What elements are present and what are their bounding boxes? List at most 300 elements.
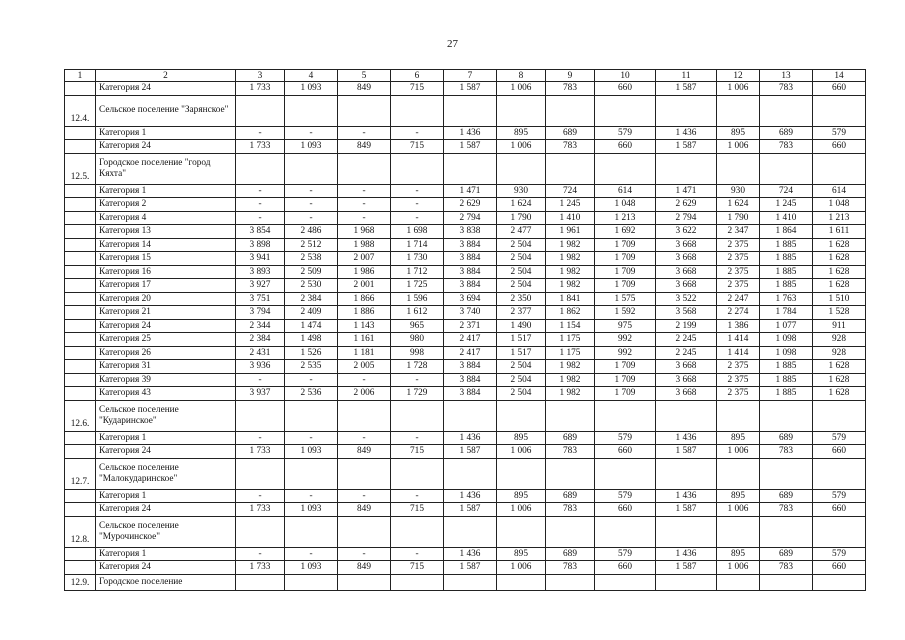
page-number: 27 bbox=[447, 38, 458, 50]
value-cell: 1 961 bbox=[546, 225, 595, 239]
value-cell: 783 bbox=[546, 503, 595, 517]
value-cell: 1 181 bbox=[338, 346, 391, 360]
value-cell: 783 bbox=[546, 561, 595, 575]
category-name: Категория 25 bbox=[96, 333, 236, 347]
value-cell: 1 628 bbox=[813, 238, 866, 252]
value-cell: 895 bbox=[497, 431, 546, 445]
table-row bbox=[65, 140, 866, 154]
value-cell: 998 bbox=[391, 346, 444, 360]
empty-cell bbox=[285, 153, 338, 184]
value-cell: 1 692 bbox=[595, 225, 656, 239]
value-cell: 1 245 bbox=[760, 198, 813, 212]
value-cell: 2 794 bbox=[444, 211, 497, 225]
category-name: Категория 24 bbox=[96, 445, 236, 459]
row-number bbox=[65, 333, 96, 347]
value-cell: 2 417 bbox=[444, 346, 497, 360]
row-number bbox=[65, 346, 96, 360]
empty-cell bbox=[546, 95, 595, 126]
value-cell: - bbox=[285, 373, 338, 387]
value-cell: 2 384 bbox=[285, 292, 338, 306]
value-cell: 1 006 bbox=[497, 140, 546, 154]
value-cell: 1 596 bbox=[391, 292, 444, 306]
table-row bbox=[65, 387, 866, 401]
empty-cell bbox=[546, 574, 595, 590]
table-row bbox=[65, 547, 866, 561]
value-cell: - bbox=[338, 198, 391, 212]
value-cell: - bbox=[391, 198, 444, 212]
value-cell: 1 763 bbox=[760, 292, 813, 306]
empty-cell bbox=[236, 153, 285, 184]
empty-cell bbox=[760, 516, 813, 547]
table-row bbox=[65, 184, 866, 198]
column-header: 7 bbox=[444, 70, 497, 82]
empty-cell bbox=[717, 574, 760, 590]
value-cell: 1 885 bbox=[760, 265, 813, 279]
value-cell: 1 864 bbox=[760, 225, 813, 239]
value-cell: 1 517 bbox=[497, 333, 546, 347]
value-cell: - bbox=[236, 489, 285, 503]
value-cell: 3 740 bbox=[444, 306, 497, 320]
value-cell: 689 bbox=[546, 431, 595, 445]
value-cell: 614 bbox=[595, 184, 656, 198]
section-row bbox=[65, 400, 866, 431]
value-cell: 1 436 bbox=[444, 489, 497, 503]
value-cell: 1 709 bbox=[595, 252, 656, 266]
empty-cell bbox=[444, 95, 497, 126]
value-cell: 689 bbox=[760, 489, 813, 503]
empty-cell bbox=[656, 400, 717, 431]
value-cell: 1 624 bbox=[497, 198, 546, 212]
value-cell: 715 bbox=[391, 140, 444, 154]
value-cell: 783 bbox=[760, 503, 813, 517]
table-row bbox=[65, 445, 866, 459]
empty-cell bbox=[391, 458, 444, 489]
value-cell: 3 898 bbox=[236, 238, 285, 252]
value-cell: 2 371 bbox=[444, 319, 497, 333]
value-cell: 895 bbox=[717, 431, 760, 445]
empty-cell bbox=[813, 458, 866, 489]
section-number: 12.7. bbox=[65, 458, 96, 489]
table-row bbox=[65, 431, 866, 445]
value-cell: 783 bbox=[760, 445, 813, 459]
row-number bbox=[65, 292, 96, 306]
column-header: 8 bbox=[497, 70, 546, 82]
row-number bbox=[65, 319, 96, 333]
value-cell: 1 885 bbox=[760, 387, 813, 401]
row-number bbox=[65, 373, 96, 387]
category-name: Категория 1 bbox=[96, 126, 236, 140]
category-name: Категория 1 bbox=[96, 431, 236, 445]
value-cell: - bbox=[338, 489, 391, 503]
column-header: 14 bbox=[813, 70, 866, 82]
empty-cell bbox=[595, 574, 656, 590]
value-cell: 3 941 bbox=[236, 252, 285, 266]
value-cell: 3 668 bbox=[656, 373, 717, 387]
value-cell: 1 709 bbox=[595, 373, 656, 387]
value-cell: 1 728 bbox=[391, 360, 444, 374]
value-cell: 3 936 bbox=[236, 360, 285, 374]
value-cell: 965 bbox=[391, 319, 444, 333]
value-cell: 689 bbox=[760, 547, 813, 561]
category-name: Категория 31 bbox=[96, 360, 236, 374]
value-cell: 1 587 bbox=[656, 82, 717, 96]
value-cell: 2 431 bbox=[236, 346, 285, 360]
category-name: Категория 4 bbox=[96, 211, 236, 225]
value-cell: - bbox=[285, 198, 338, 212]
value-cell: 1 006 bbox=[717, 82, 760, 96]
value-cell: 1 628 bbox=[813, 387, 866, 401]
empty-cell bbox=[285, 458, 338, 489]
table-row bbox=[65, 489, 866, 503]
value-cell: 1 982 bbox=[546, 279, 595, 293]
section-row bbox=[65, 516, 866, 547]
empty-cell bbox=[595, 400, 656, 431]
row-number bbox=[65, 489, 96, 503]
value-cell: 2 001 bbox=[338, 279, 391, 293]
section-number: 12.5. bbox=[65, 153, 96, 184]
column-header: 2 bbox=[96, 70, 236, 82]
category-name: Категория 39 bbox=[96, 373, 236, 387]
value-cell: 2 375 bbox=[717, 265, 760, 279]
value-cell: 1 733 bbox=[236, 140, 285, 154]
empty-cell bbox=[444, 574, 497, 590]
section-title: Городское поселение bbox=[96, 574, 236, 590]
empty-cell bbox=[444, 400, 497, 431]
value-cell: - bbox=[338, 373, 391, 387]
value-cell: 2 384 bbox=[236, 333, 285, 347]
value-cell: 1 982 bbox=[546, 373, 595, 387]
value-cell: - bbox=[285, 431, 338, 445]
value-cell: 783 bbox=[760, 82, 813, 96]
section-number: 12.4. bbox=[65, 95, 96, 126]
value-cell: 992 bbox=[595, 333, 656, 347]
value-cell: 1 006 bbox=[717, 503, 760, 517]
value-cell: 660 bbox=[813, 445, 866, 459]
value-cell: 1 712 bbox=[391, 265, 444, 279]
empty-cell bbox=[656, 574, 717, 590]
value-cell: 3 668 bbox=[656, 387, 717, 401]
row-number bbox=[65, 279, 96, 293]
value-cell: - bbox=[285, 211, 338, 225]
value-cell: 3 884 bbox=[444, 279, 497, 293]
category-name: Категория 13 bbox=[96, 225, 236, 239]
value-cell: 1 988 bbox=[338, 238, 391, 252]
section-number: 12.6. bbox=[65, 400, 96, 431]
value-cell: 3 884 bbox=[444, 238, 497, 252]
value-cell: 1 592 bbox=[595, 306, 656, 320]
value-cell: 1 628 bbox=[813, 252, 866, 266]
column-header: 1 bbox=[65, 70, 96, 82]
value-cell: 3 622 bbox=[656, 225, 717, 239]
empty-cell bbox=[497, 458, 546, 489]
value-cell: 849 bbox=[338, 561, 391, 575]
value-cell: 1 098 bbox=[760, 346, 813, 360]
value-cell: 1 161 bbox=[338, 333, 391, 347]
value-cell: 715 bbox=[391, 445, 444, 459]
row-number bbox=[65, 265, 96, 279]
value-cell: 689 bbox=[546, 126, 595, 140]
empty-cell bbox=[813, 400, 866, 431]
value-cell: 715 bbox=[391, 82, 444, 96]
value-cell: 1 410 bbox=[546, 211, 595, 225]
value-cell: 1 471 bbox=[656, 184, 717, 198]
value-cell: - bbox=[391, 184, 444, 198]
value-cell: 2 536 bbox=[285, 387, 338, 401]
column-header: 6 bbox=[391, 70, 444, 82]
value-cell: 1 790 bbox=[497, 211, 546, 225]
table-row bbox=[65, 373, 866, 387]
empty-cell bbox=[760, 458, 813, 489]
value-cell: 2 504 bbox=[497, 387, 546, 401]
value-cell: 2 007 bbox=[338, 252, 391, 266]
value-cell: 724 bbox=[546, 184, 595, 198]
value-cell: 2 504 bbox=[497, 279, 546, 293]
value-cell: 1 528 bbox=[813, 306, 866, 320]
value-cell: 895 bbox=[497, 489, 546, 503]
category-name: Категория 17 bbox=[96, 279, 236, 293]
value-cell: 1 733 bbox=[236, 445, 285, 459]
value-cell: 783 bbox=[546, 82, 595, 96]
value-cell: 1 709 bbox=[595, 387, 656, 401]
value-cell: 1 982 bbox=[546, 360, 595, 374]
value-cell: 1 986 bbox=[338, 265, 391, 279]
value-cell: 2 504 bbox=[497, 265, 546, 279]
value-cell: 2 344 bbox=[236, 319, 285, 333]
value-cell: 660 bbox=[595, 503, 656, 517]
empty-cell bbox=[717, 95, 760, 126]
row-number bbox=[65, 140, 96, 154]
empty-cell bbox=[497, 95, 546, 126]
empty-cell bbox=[717, 458, 760, 489]
category-name: Категория 24 bbox=[96, 82, 236, 96]
value-cell: 1 517 bbox=[497, 346, 546, 360]
empty-cell bbox=[595, 516, 656, 547]
value-cell: - bbox=[285, 126, 338, 140]
section-row bbox=[65, 574, 866, 590]
value-cell: 3 937 bbox=[236, 387, 285, 401]
value-cell: 2 375 bbox=[717, 252, 760, 266]
value-cell: 1 410 bbox=[760, 211, 813, 225]
column-header: 9 bbox=[546, 70, 595, 82]
value-cell: 1 154 bbox=[546, 319, 595, 333]
value-cell: 1 885 bbox=[760, 279, 813, 293]
empty-cell bbox=[236, 458, 285, 489]
empty-cell bbox=[497, 153, 546, 184]
value-cell: - bbox=[236, 198, 285, 212]
value-cell: 715 bbox=[391, 503, 444, 517]
value-cell: 2 245 bbox=[656, 333, 717, 347]
empty-cell bbox=[595, 153, 656, 184]
row-number bbox=[65, 561, 96, 575]
value-cell: 1 587 bbox=[656, 140, 717, 154]
value-cell: 1 245 bbox=[546, 198, 595, 212]
value-cell: 3 694 bbox=[444, 292, 497, 306]
value-cell: 1 885 bbox=[760, 252, 813, 266]
row-number bbox=[65, 306, 96, 320]
empty-cell bbox=[813, 574, 866, 590]
value-cell: 1 628 bbox=[813, 265, 866, 279]
value-cell: 2 417 bbox=[444, 333, 497, 347]
value-cell: 1 093 bbox=[285, 82, 338, 96]
row-number bbox=[65, 252, 96, 266]
value-cell: 1 733 bbox=[236, 503, 285, 517]
value-cell: 1 698 bbox=[391, 225, 444, 239]
empty-cell bbox=[338, 574, 391, 590]
value-cell: 849 bbox=[338, 140, 391, 154]
value-cell: 1 436 bbox=[656, 547, 717, 561]
empty-cell bbox=[546, 516, 595, 547]
value-cell: 2 375 bbox=[717, 387, 760, 401]
value-cell: 1 612 bbox=[391, 306, 444, 320]
value-cell: 1 982 bbox=[546, 252, 595, 266]
category-name: Категория 24 bbox=[96, 561, 236, 575]
value-cell: 2 274 bbox=[717, 306, 760, 320]
empty-cell bbox=[813, 516, 866, 547]
value-cell: - bbox=[236, 431, 285, 445]
value-cell: 3 854 bbox=[236, 225, 285, 239]
value-cell: 1 886 bbox=[338, 306, 391, 320]
value-cell: 2 535 bbox=[285, 360, 338, 374]
value-cell: 1 006 bbox=[717, 561, 760, 575]
empty-cell bbox=[285, 400, 338, 431]
column-header: 4 bbox=[285, 70, 338, 82]
value-cell: 689 bbox=[760, 126, 813, 140]
value-cell: - bbox=[236, 547, 285, 561]
value-cell: 1 587 bbox=[444, 445, 497, 459]
value-cell: 2 504 bbox=[497, 373, 546, 387]
value-cell: 1 628 bbox=[813, 373, 866, 387]
row-number bbox=[65, 126, 96, 140]
column-header: 12 bbox=[717, 70, 760, 82]
empty-cell bbox=[760, 574, 813, 590]
empty-cell bbox=[813, 95, 866, 126]
value-cell: 1 436 bbox=[444, 126, 497, 140]
value-cell: 1 611 bbox=[813, 225, 866, 239]
value-cell: 1 436 bbox=[656, 431, 717, 445]
value-cell: 1 048 bbox=[813, 198, 866, 212]
value-cell: 2 509 bbox=[285, 265, 338, 279]
value-cell: - bbox=[236, 126, 285, 140]
empty-cell bbox=[285, 574, 338, 590]
empty-cell bbox=[656, 516, 717, 547]
value-cell: - bbox=[391, 211, 444, 225]
category-name: Категория 26 bbox=[96, 346, 236, 360]
row-number bbox=[65, 360, 96, 374]
value-cell: 579 bbox=[813, 431, 866, 445]
value-cell: 783 bbox=[760, 140, 813, 154]
value-cell: 2 375 bbox=[717, 373, 760, 387]
value-cell: 2 504 bbox=[497, 360, 546, 374]
value-cell: 660 bbox=[595, 561, 656, 575]
value-cell: 3 668 bbox=[656, 252, 717, 266]
value-cell: - bbox=[338, 126, 391, 140]
value-cell: - bbox=[285, 489, 338, 503]
value-cell: 1 784 bbox=[760, 306, 813, 320]
table-row bbox=[65, 265, 866, 279]
value-cell: 1 587 bbox=[656, 503, 717, 517]
value-cell: 1 526 bbox=[285, 346, 338, 360]
empty-cell bbox=[717, 153, 760, 184]
value-cell: 930 bbox=[717, 184, 760, 198]
category-name: Категория 24 bbox=[96, 319, 236, 333]
value-cell: 928 bbox=[813, 346, 866, 360]
category-name: Категория 14 bbox=[96, 238, 236, 252]
value-cell: 849 bbox=[338, 82, 391, 96]
section-title: Сельское поселение "Зарянское" bbox=[96, 95, 236, 126]
table-row bbox=[65, 225, 866, 239]
value-cell: 1 436 bbox=[656, 126, 717, 140]
column-header: 11 bbox=[656, 70, 717, 82]
section-number: 12.9. bbox=[65, 574, 96, 590]
empty-cell bbox=[391, 516, 444, 547]
value-cell: 1 709 bbox=[595, 265, 656, 279]
empty-cell bbox=[338, 400, 391, 431]
category-name: Категория 15 bbox=[96, 252, 236, 266]
value-cell: 911 bbox=[813, 319, 866, 333]
value-cell: 1 885 bbox=[760, 373, 813, 387]
value-cell: 1 175 bbox=[546, 333, 595, 347]
empty-cell bbox=[285, 516, 338, 547]
row-number bbox=[65, 547, 96, 561]
row-number bbox=[65, 503, 96, 517]
value-cell: 1 733 bbox=[236, 82, 285, 96]
value-cell: 2 375 bbox=[717, 238, 760, 252]
value-cell: 980 bbox=[391, 333, 444, 347]
column-header: 3 bbox=[236, 70, 285, 82]
empty-cell bbox=[497, 400, 546, 431]
section-row bbox=[65, 153, 866, 184]
row-number bbox=[65, 82, 96, 96]
value-cell: 3 884 bbox=[444, 252, 497, 266]
section-title: Сельское поселение "Мурочинское" bbox=[96, 516, 236, 547]
section-title: Городское поселение "город Кяхта" bbox=[96, 153, 236, 184]
row-number bbox=[65, 198, 96, 212]
table-row bbox=[65, 319, 866, 333]
value-cell: 2 247 bbox=[717, 292, 760, 306]
value-cell: 1 862 bbox=[546, 306, 595, 320]
value-cell: 895 bbox=[717, 489, 760, 503]
value-cell: 660 bbox=[813, 140, 866, 154]
empty-cell bbox=[338, 95, 391, 126]
value-cell: 1 982 bbox=[546, 265, 595, 279]
section-row bbox=[65, 458, 866, 489]
empty-cell bbox=[656, 95, 717, 126]
value-cell: 1 733 bbox=[236, 561, 285, 575]
value-cell: 1 436 bbox=[444, 431, 497, 445]
empty-cell bbox=[760, 400, 813, 431]
value-cell: 930 bbox=[497, 184, 546, 198]
value-cell: 1 709 bbox=[595, 279, 656, 293]
value-cell: 895 bbox=[497, 126, 546, 140]
value-cell: 2 629 bbox=[444, 198, 497, 212]
value-cell: 3 794 bbox=[236, 306, 285, 320]
value-cell: - bbox=[391, 126, 444, 140]
empty-cell bbox=[760, 153, 813, 184]
value-cell: 1 490 bbox=[497, 319, 546, 333]
value-cell: 895 bbox=[717, 126, 760, 140]
value-cell: 1 587 bbox=[656, 561, 717, 575]
value-cell: 3 893 bbox=[236, 265, 285, 279]
value-cell: 1 006 bbox=[497, 82, 546, 96]
empty-cell bbox=[595, 458, 656, 489]
value-cell: 660 bbox=[595, 140, 656, 154]
value-cell: 895 bbox=[497, 547, 546, 561]
value-cell: 1 213 bbox=[595, 211, 656, 225]
value-cell: 579 bbox=[595, 126, 656, 140]
value-cell: 928 bbox=[813, 333, 866, 347]
value-cell: 3 884 bbox=[444, 360, 497, 374]
table-header-row bbox=[65, 70, 866, 82]
